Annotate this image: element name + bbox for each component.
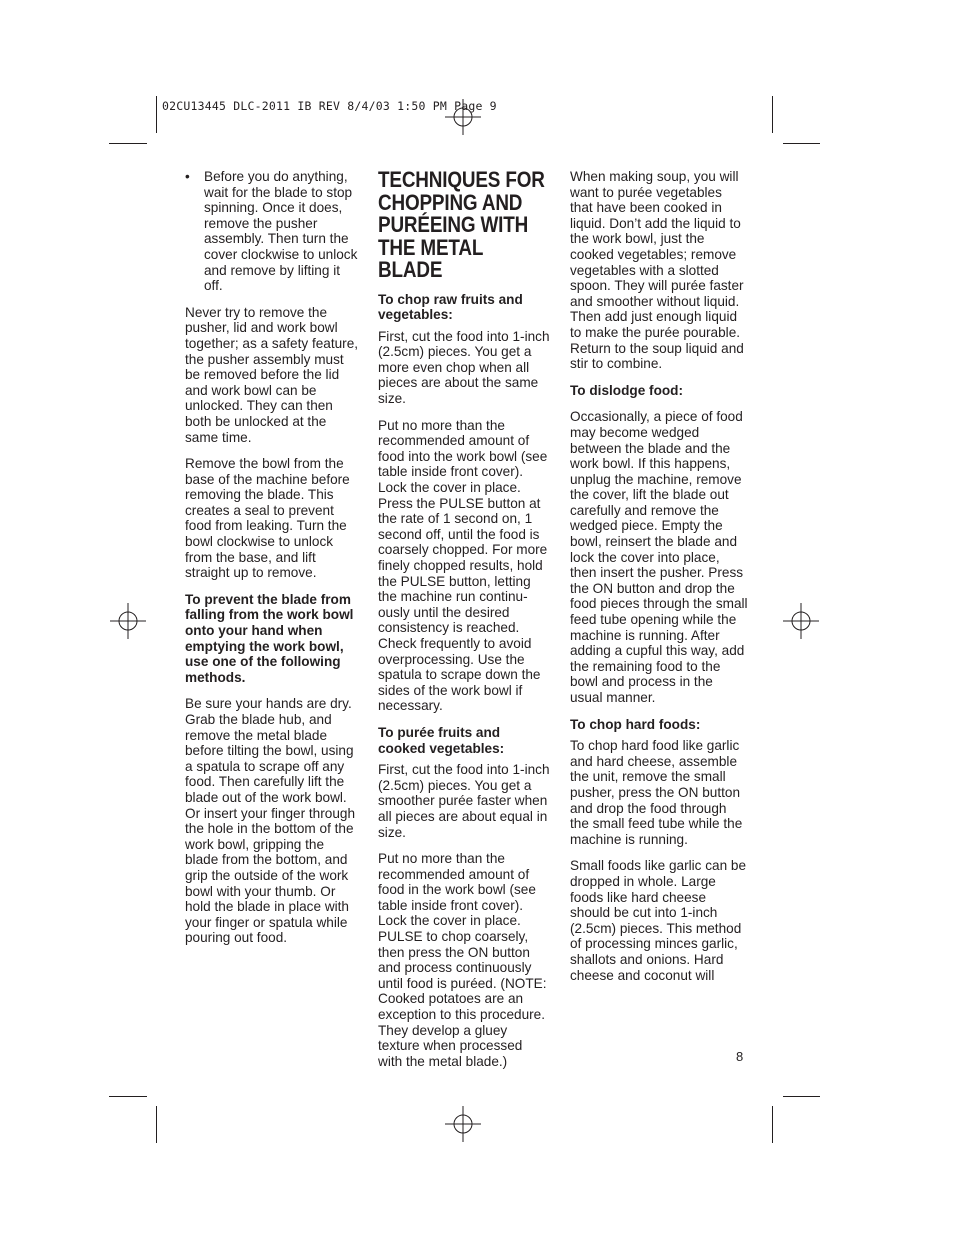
print-slug: 02CU13445 DLC-2011 IB REV 8/4/03 1:50 PM Page 9 [162,99,497,113]
subheading: To chop hard foods: [570,716,701,732]
bullet-item [185,169,360,294]
paragraph: First, cut the food into 1-inch (2.5cm) pieces. You get a smoother purée faster when all pieces are about equal in size. [378,762,550,840]
paragraph: First, cut the food into 1-inch (2.5cm) pieces. You get a more even chop when all pieces are about the same size. [378,328,550,407]
page-number: 8 [736,1049,744,1064]
registration-mark-right [783,603,819,639]
paragraph: When making soup, you will want to purée vegetables that have been cooked in liquid. Don’t add the liquid to the work bowl, just the cooked vegetables; remove vegetables with a slotted spoon. They will purée faster and smoother without liquid. Then add just enough liquid to make the purée pourable. Return to the soup liquid and stir to combine. [570,169,744,372]
crop-mark [156,1106,157,1143]
paragraph: Never try to remove the pusher, lid and work bowl together; as a safety feature, the pusher assembly must be removed before the lid and work bowl can be unlocked. They can then both be unlocked at the same time. [185,304,359,445]
crop-mark [109,1096,147,1097]
registration-mark-bottom [445,1106,481,1142]
safety-warning: To prevent the blade from falling from the work bowl onto your hand when emptying the work bowl, use one of the following methods. [185,591,354,685]
subheading: To purée fruits and cooked vegetables: [378,724,505,756]
crop-mark [156,96,157,133]
crop-mark [783,143,820,144]
registration-mark-left [110,603,146,639]
crop-mark [772,1106,773,1143]
column-left [185,169,360,957]
bullet-text: Before you do anything, wait for the blade to stop spinning. Once it does, remove the pusher assembly. Then turn the cover clockwise to unlock and remove by lifting it off. [204,169,358,294]
paragraph: Occasionally, a piece of food may become wedged between the blade and the work bowl. If this happens, unplug the machine, remove the cover, lift the blade out carefully and remove the wedged piece. Empty the bowl, reinsert the blade and lock the cover into place, then insert the pusher. Press the ON button and drop the food pieces through the small feed tube opening while the machine is running. After adding a cupful this way, add the remaining food to the bowl and process in the usual manner. [570,409,748,705]
paragraph: Put no more than the recommended amount of food into the work bowl (see table inside front cover). Lock the cover in place. Press the PULSE button at the rate of 1 second on, 1 second off, until the food is coarsely chopped. For more finely chopped results, hold the PULSE button, letting the machine run continu-ously until the desired consistency is reached. Check frequently to avoid overprocessing. Use the spatula to scrape down the sides of the work bowl if necessary. [378,417,548,714]
paragraph: Small foods like garlic can be dropped in whole. Large foods like hard cheese should be cut into 1-inch (2.5cm) pieces. This method of processing minces garlic, shallots and onions. Hard cheese and coconut will [570,858,747,983]
crop-mark [772,96,773,133]
column-right [570,169,748,994]
paragraph: Remove the bowl from the base of the machine before removing the blade. This creates a seal to prevent food from leaking. Turn the bowl clockwise to unlock from the base, and lift straight up to remove. [185,456,350,581]
paragraph: To chop hard food like garlic and hard cheese, assemble the unit, remove the small pusher, press the ON button and drop the food through the small feed tube while the machine is running. [570,738,743,847]
paragraph: Be sure your hands are dry. Grab the blade hub, and remove the metal blade before tilting the bowl, using a spatula to scrape off any food. Then carefully lift the blade out of the work bowl. Or insert your finger through the hole in the bottom of the work bowl, gripping the blade from the bottom, and grip the outside of the work bowl with your thumb. Or hold the blade in place with your finger or spatula while pouring out food. [185,696,356,946]
crop-mark [109,143,147,144]
subheading: To chop raw fruits and vegetables: [378,291,523,323]
section-heading: TECHNIQUES FOR CHOPPING AND PURÉEING WITH THE METAL BLADE [378,167,545,282]
paragraph: Put no more than the recommended amount of food in the work bowl (see table inside front cover). Lock the cover in place. PULSE to chop coarsely, then press the ON button and process continuously until food is puréed. (NOTE: Cooked potatoes are an exception to this procedure. They develop a gluey texture when processed with the metal blade.) [378,851,547,1069]
bullet-symbol: • [185,169,190,184]
crop-mark [783,1096,820,1097]
subheading: To dislodge food: [570,382,684,398]
column-middle [378,169,550,1080]
registration-mark-top [445,99,481,135]
